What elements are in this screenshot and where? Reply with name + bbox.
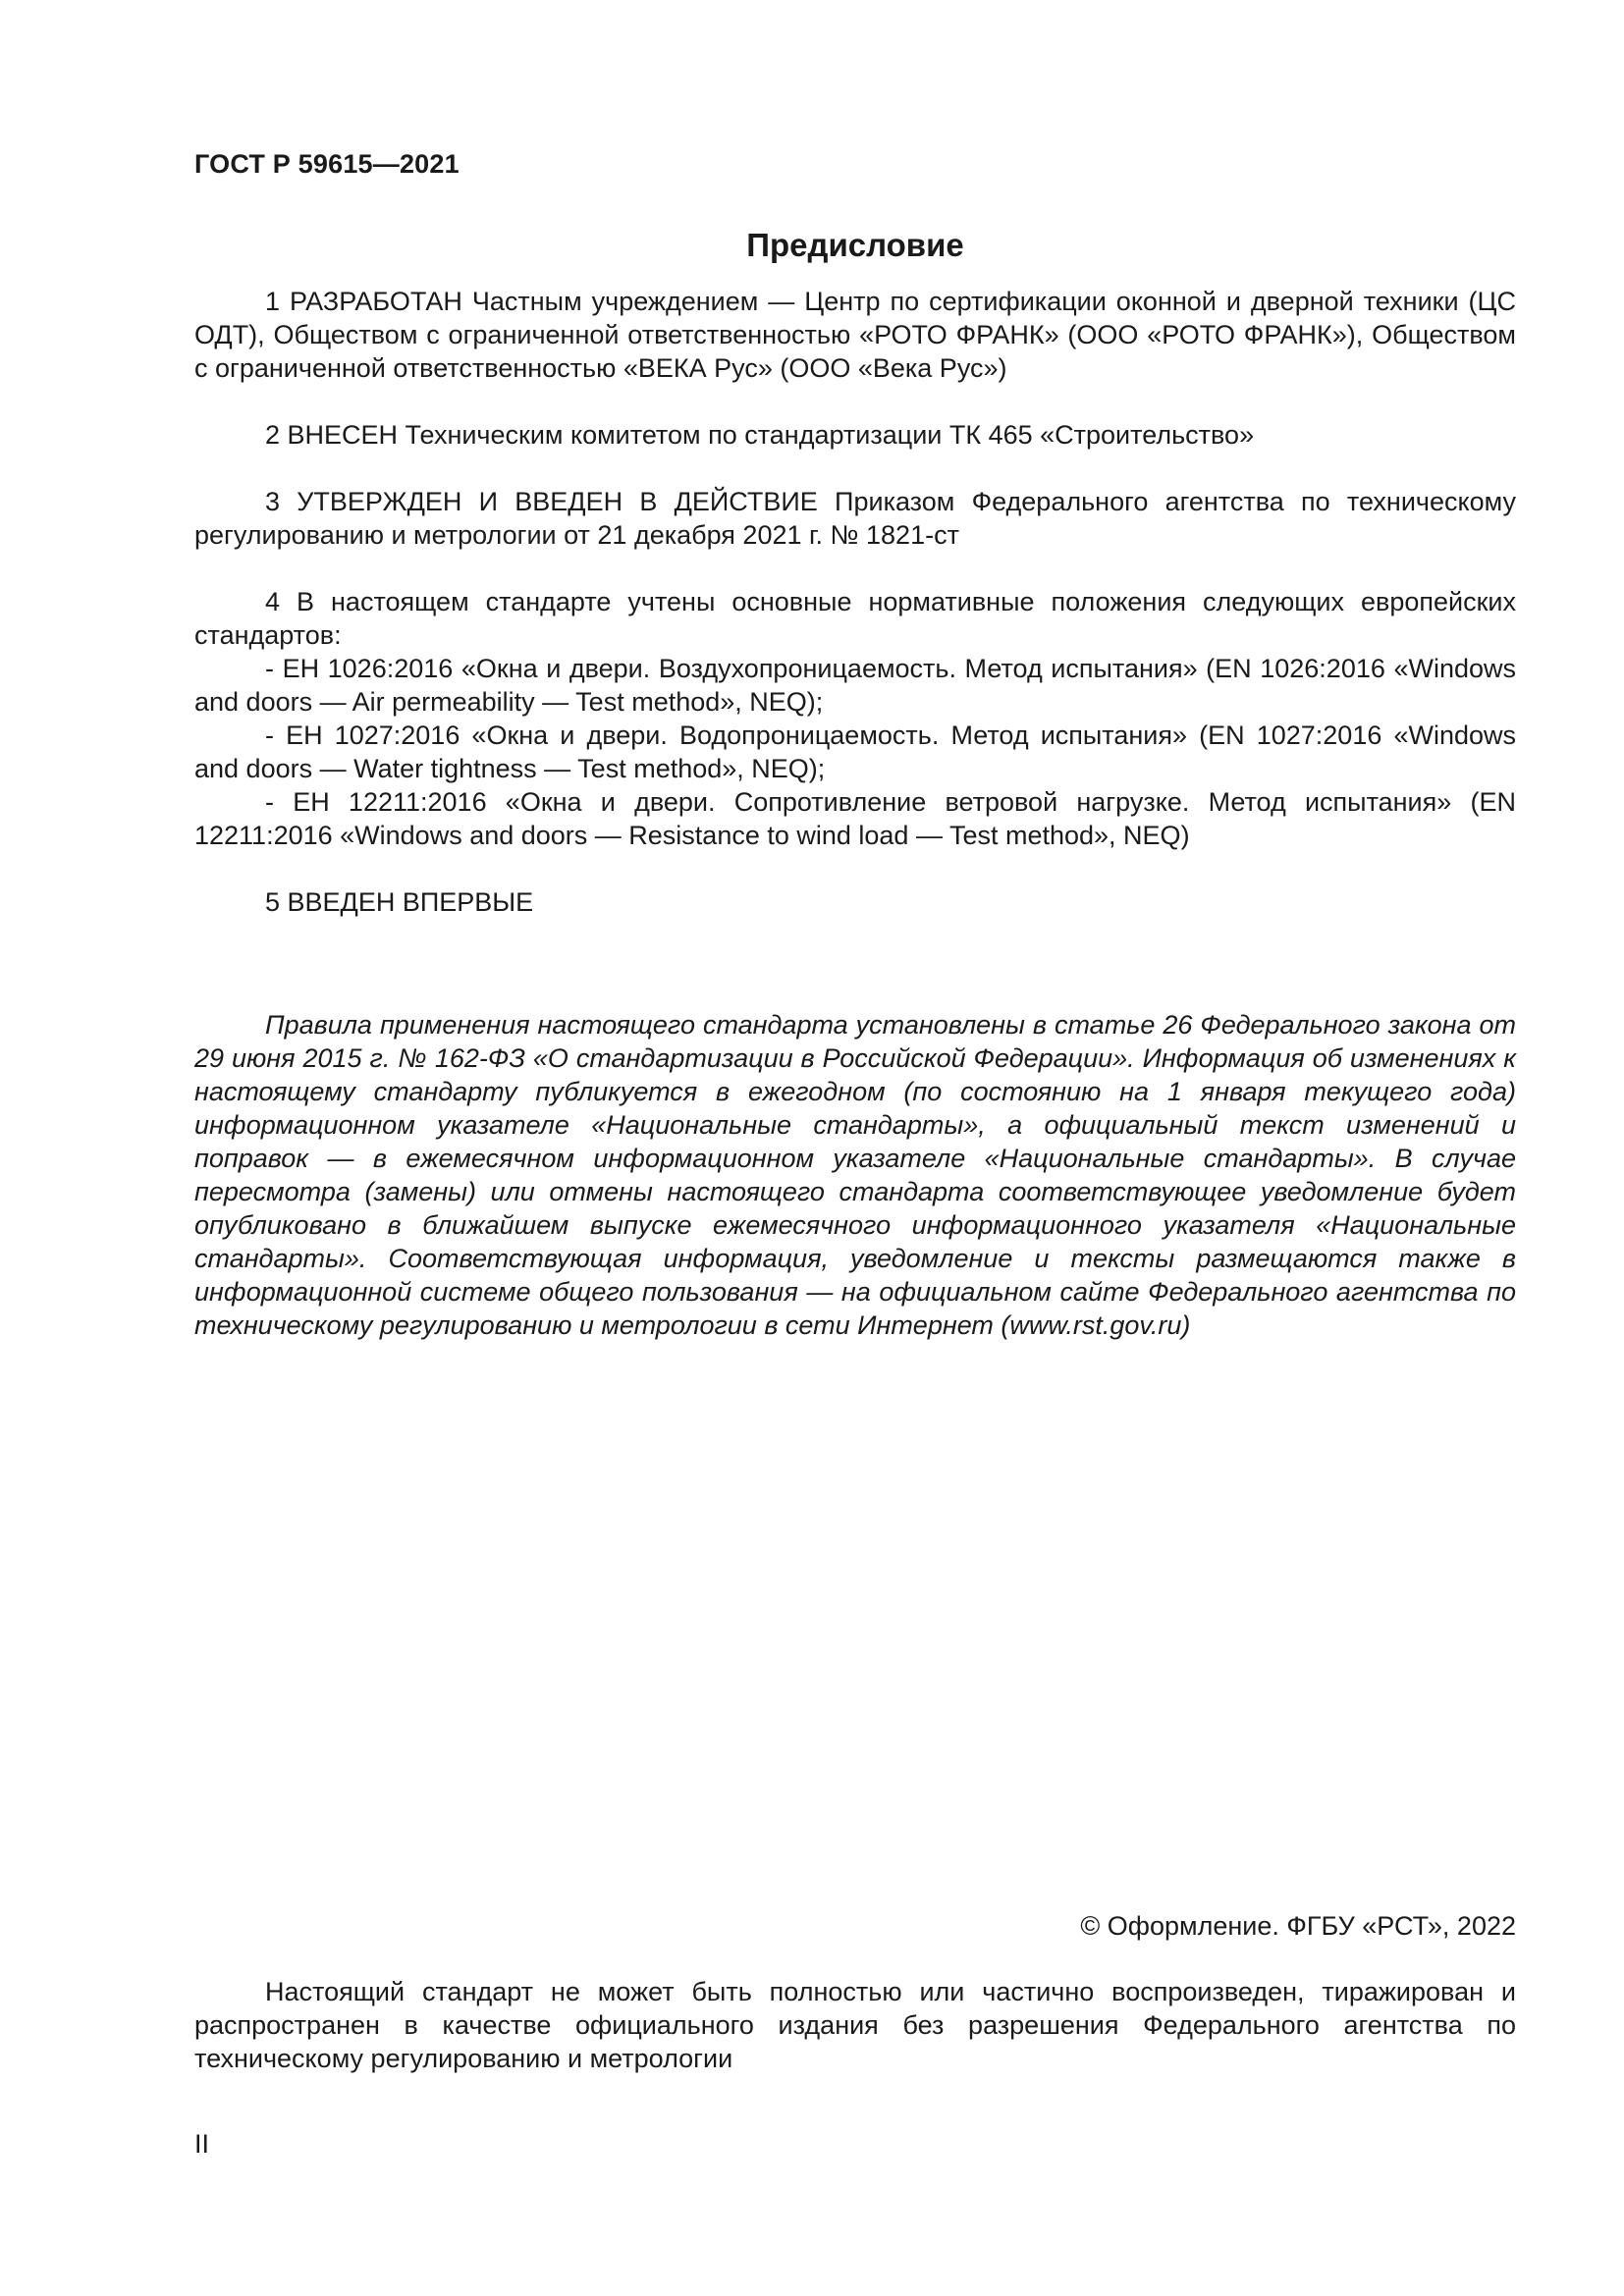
standard-reference-en-12211: - ЕН 12211:2016 «Окна и двери. Сопротивление ветровой нагрузке. Метод испытания» (EN 12211:2016 «Windows and doors — Resistance to wind load — Test method», NEQ) [194,787,1516,850]
foreword-body [194,285,1516,919]
foreword-item-5: 5 ВВЕДЕН ВПЕРВЫЕ [265,887,534,917]
foreword-item-3: 3 УТВЕРЖДЕН И ВВЕДЕН В ДЕЙСТВИЕ Приказом Федерального агентства по техническому регулированию и метрологии от 21 декабря 2021 г. № 1821-ст [194,487,1516,550]
foreword-item-1: 1 РАЗРАБОТАН Частным учреждением — Центр по сертификации оконной и дверной техники (ЦС ОДТ), Обществом с ограниченной ответственностью «РОТО ФРАНК» (ООО «РОТО ФРАНК»), Обществом с ограниченной ответственностью «ВЕКА Рус» (ООО «Века Рус») [194,287,1516,383]
document-code: ГОСТ Р 59615—2021 [194,149,460,179]
page-title: Предисловие [746,227,964,263]
foreword-item-4 [194,585,1516,852]
foreword-item-4-intro: 4 В настоящем стандарте учтены основные нормативные положения следующих европейских стандартов: [194,587,1516,650]
foreword-item-2: 2 ВНЕСЕН Техническим комитетом по стандартизации ТК 465 «Строительство» [265,420,1255,450]
application-rules-notice: Правила применения настоящего стандарта установлены в статье 26 Федерального закона от 29 июня 2015 г. № 162-ФЗ «О стандартизации в Российской Федерации». Информация об изменениях к настоящему стандарту публикуется в ежегодном (по состоянию на 1 января текущего года) информационном указателе «Национальные стандарты», а официальный текст изменений и поправок — в ежемесячном информационном указателе «Национальные стандарты». В случае пересмотра (замены) или отмены настоящего стандарта соответствующее уведомление будет опубликовано в ближайшем выпуске ежемесячного информационного указателя «Национальные стандарты». Соответствующая информация, уведомление и тексты размещаются также в информационной системе общего пользования — на официальном сайте Федерального агентства по техническому регулированию и метрологии в сети Интернет (www.rst.gov.ru) [194,1010,1516,1340]
copyright-line: © Оформление. ФГБУ «РСТ», 2022 [1080,1911,1516,1941]
reproduction-notice: Настоящий стандарт не может быть полностью или частично воспроизведен, тиражирован и распространен в качестве официального издания без разрешения Федерального агентства по техническому регулированию и метрологии [194,1977,1516,2073]
standard-reference-en-1027: - ЕН 1027:2016 «Окна и двери. Водопроницаемость. Метод испытания» (EN 1027:2016 «Windows and doors — Water tightness — Test method», NEQ); [194,721,1516,783]
standard-reference-en-1026: - ЕН 1026:2016 «Окна и двери. Воздухопроницаемость. Метод испытания» (EN 1026:2016 «Windows and doors — Air permeability — Test method», NEQ); [194,654,1516,717]
page-number: II [194,2129,210,2159]
